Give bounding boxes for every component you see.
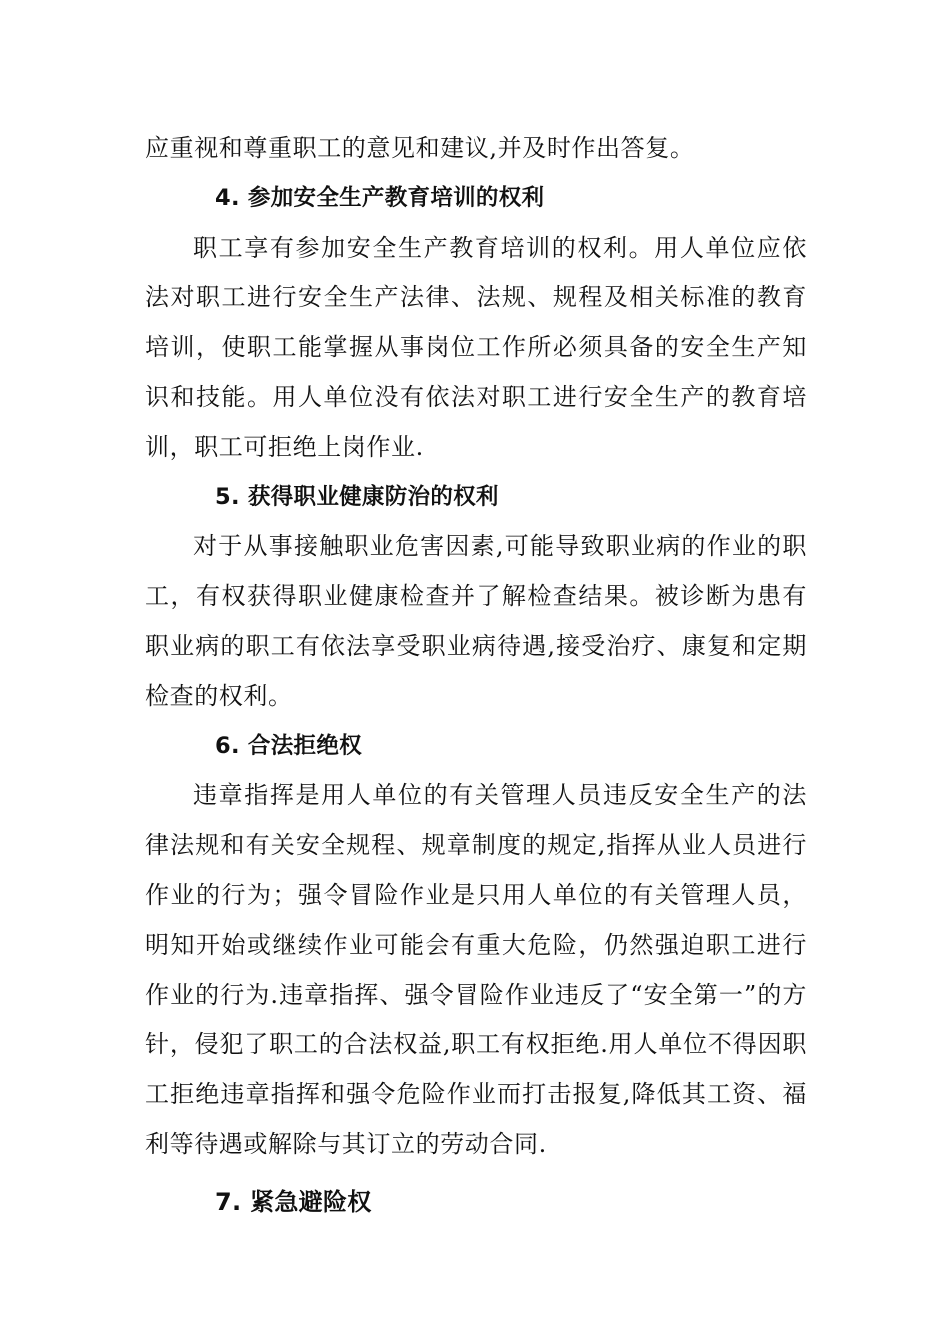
document-body [145,124,807,1228]
paragraph-health-rights: 对于从事接触职业危害因素,可能导致职业病的作业的职工，有权获得职业健康检查并了解检查结果。被诊断为患有职业病的职工有依法享受职业病待遇,接受治疗、康复和定期检查的权利。 [145,532,807,710]
paragraph-refusal-rights: 违章指挥是用人单位的有关管理人员违反安全生产的法律法规和有关安全规程、规章制度的规定,指挥从业人员进行作业的行为；强令冒险作业是只用人单位的有关管理人员，明知开始或继续作业可能会有重大危险，仍然强迫职工进行作业的行为.违章指挥、强令冒险作业违反了“安全第一”的方针，侵犯了职工的合法权益,职工有权拒绝.用人单位不得因职工拒绝违章指挥和强令危险作业而打击报复,降低其工资、福利等待遇或解除与其订立的劳动合同. [145,781,807,1158]
section-heading-5: 5. 获得职业健康防治的权利 [215,483,499,510]
section-heading-4: 4. 参加安全生产教育培训的权利 [215,184,545,211]
section-heading-7: 7. 紧急避险权 [215,1187,372,1216]
paragraph-training-rights: 职工享有参加安全生产教育培训的权利。用人单位应依法对职工进行安全生产法律、法规、规程及相关标准的教育培训，使职工能掌握从事岗位工作所必须具备的安全生产知识和技能。用人单位没有依法对职工进行安全生产的教育培训，职工可拒绝上岗作业. [145,233,807,461]
section-heading-6: 6. 合法拒绝权 [215,732,362,759]
paragraph-continuation: 应重视和尊重职工的意见和建议,并及时作出答复。 [145,134,695,162]
